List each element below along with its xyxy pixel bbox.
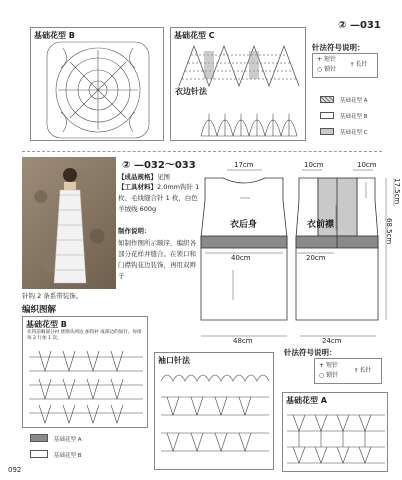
pattern-b-label-bottom: 基础花型 B	[54, 453, 82, 459]
back-label: 衣后身	[230, 220, 258, 230]
spec-label: 【成品规格】	[118, 173, 157, 181]
middle-code: ② —032～033	[122, 160, 196, 171]
motif-b-title-bottom: 基础花型 B	[26, 320, 67, 329]
motif-b-title-top: 基础花型 B	[34, 31, 75, 40]
spec-value: 见图	[157, 173, 170, 181]
dim-side-top: 17.5cm	[393, 178, 401, 205]
motif-a-panel	[282, 392, 388, 472]
legend-long-top: ⫯ 长针	[351, 61, 368, 68]
method-tail: 针钩 2 条系带装饰。	[22, 292, 83, 300]
motif-a-title: 基础花型 A	[286, 396, 327, 405]
legend-long-bottom: ⫯ 长针	[355, 367, 372, 374]
chain-stitch-icon: ○	[317, 66, 325, 73]
method-title: 制作说明：	[118, 227, 151, 235]
diagram-title: 编织图解	[22, 305, 57, 315]
chain-stitch-icon-bottom: ○	[319, 372, 327, 379]
motif-a-diagram	[287, 407, 385, 469]
pattern-a-label-top: 基础花型 A	[340, 98, 368, 104]
dim-back-hem: 48cm	[233, 337, 253, 345]
legend-short-top: + 短针	[317, 56, 336, 63]
page-number: 092	[8, 466, 22, 474]
sleeve-stitch-panel	[154, 352, 274, 470]
pattern-a-label-bottom: 基础花型 A	[54, 437, 82, 443]
motif-c-title-top: 基础花型 C	[174, 31, 215, 40]
long-stitch-icon: ⫯	[351, 61, 356, 68]
sleeve-stitch-diagram	[161, 367, 269, 467]
sleeve-stitch-title: 袖口针法	[158, 356, 190, 365]
edge-stitch-title: 衣边针法	[175, 87, 207, 96]
short-stitch-icon-bottom: +	[319, 362, 326, 369]
motif-b-note: 先钩前胸部分衬 逐渐从两边 加钩衬 成部边的加针。每排每 2 行加 1 次。	[27, 330, 142, 341]
long-stitch-icon-bottom: ⫯	[355, 367, 360, 374]
front-label: 衣前襟	[307, 220, 335, 230]
dim-top-front-right: 10cm	[357, 161, 377, 169]
method-text: 如制作图所示顺序，编织各部分花样并缝合。在领口和门襟钩花边装饰，再用双辫子	[118, 239, 196, 280]
legend-chain-bottom: ○ 锁针	[319, 372, 339, 379]
dim-side-total: 68.5cm	[385, 218, 393, 245]
pattern-a-swatch-bottom	[30, 434, 48, 442]
short-stitch-icon: +	[317, 56, 324, 63]
legend-short-bottom: + 短针	[319, 362, 338, 369]
tool-label: 【工具材料】	[118, 183, 157, 191]
dim-front-waist: 20cm	[306, 254, 326, 262]
dim-back-waist: 40cm	[231, 254, 251, 262]
motif-b-grid-diagram	[29, 347, 143, 425]
legend-chain-top: ○ 锁针	[317, 66, 337, 73]
pattern-c-label-top: 基础花型 C	[340, 130, 368, 136]
top-legend-title: 针法符号说明：	[312, 43, 365, 52]
pattern-b-label-top: 基础花型 B	[340, 114, 368, 120]
dim-top-front-left: 10cm	[304, 161, 324, 169]
tool-value: 2.0mm钩针 1 枚、毛线缝合针 1 枚、白色羊绒线 600g	[118, 183, 200, 213]
dim-top-back: 17cm	[234, 161, 254, 169]
top-code: ② —031	[338, 20, 381, 31]
bottom-stitch-legend	[314, 358, 382, 384]
pattern-b-swatch-bottom	[30, 450, 48, 458]
bottom-legend-title: 针法符号说明：	[284, 348, 337, 357]
dim-front-hem: 24cm	[322, 337, 342, 345]
motif-b-panel-bottom	[22, 316, 148, 428]
